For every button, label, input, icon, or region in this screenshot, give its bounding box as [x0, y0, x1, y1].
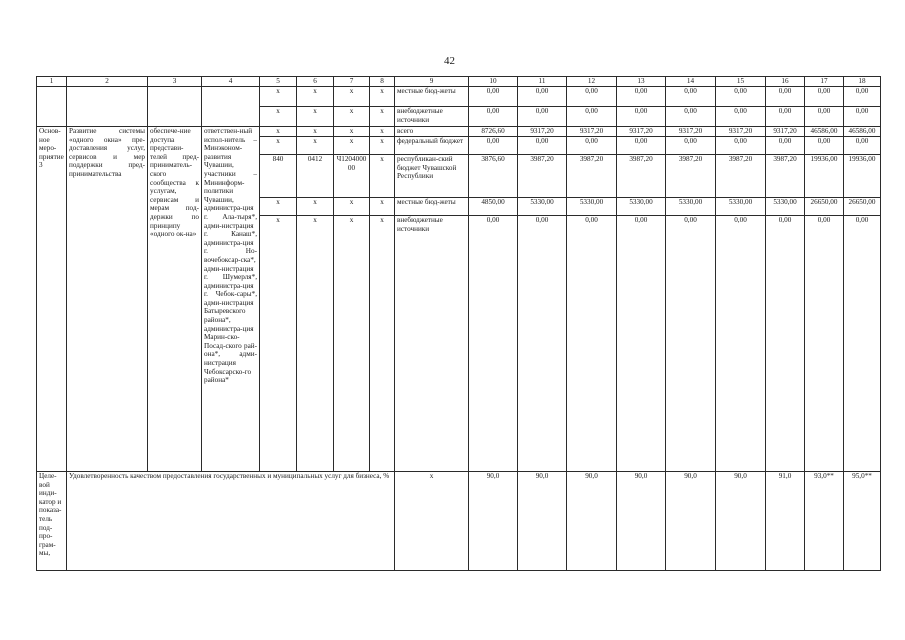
value-cell: 19936,00 [805, 155, 844, 198]
value-cell: 46586,00 [844, 127, 881, 137]
col-header: 7 [334, 77, 370, 87]
measure-label: Основ-ное меро-приятие 3 [37, 127, 67, 472]
table-cell: x [297, 198, 334, 216]
table-cell: x [395, 472, 469, 571]
value-cell: 0,00 [844, 87, 881, 107]
value-cell: 9317,20 [567, 127, 617, 137]
value-cell: 3987,20 [716, 155, 766, 198]
value-cell: 0,00 [617, 216, 666, 472]
value-cell: 0,00 [567, 137, 617, 155]
value-cell: 0,00 [805, 87, 844, 107]
table-cell: x [370, 107, 395, 127]
empty-cell [67, 87, 148, 127]
value-cell: 0,00 [666, 107, 716, 127]
table-cell: x [334, 107, 370, 127]
col-header: 18 [844, 77, 881, 87]
value-cell: 0,00 [469, 107, 518, 127]
value-cell: 0,00 [567, 107, 617, 127]
funding-source: всего [395, 127, 469, 137]
col-header: 14 [666, 77, 716, 87]
value-cell: 0,00 [666, 87, 716, 107]
value-cell: 0,00 [617, 137, 666, 155]
col-header: 10 [469, 77, 518, 87]
value-cell: 3876,60 [469, 155, 518, 198]
value-cell: 0,00 [805, 137, 844, 155]
value-cell: 0,00 [469, 87, 518, 107]
funding-source: внебюджетные источники [395, 107, 469, 127]
value-cell: 0,00 [766, 137, 805, 155]
indicator-text: Удовлетворенность качеством предоставления государственных и муниципальных услуг для бизнеса, % [67, 472, 395, 571]
col-header: 8 [370, 77, 395, 87]
table-cell: x [260, 216, 297, 472]
measure-title: Развитие системы «одного окна» пре-доставления услуг, сервисов и мер поддержки пред-принимательства [67, 127, 148, 472]
col-header: 17 [805, 77, 844, 87]
value-cell: 5330,00 [716, 198, 766, 216]
value-cell: 9317,20 [518, 127, 567, 137]
col-header: 2 [67, 77, 148, 87]
value-cell: 5330,00 [766, 198, 805, 216]
value-cell: 4850,00 [469, 198, 518, 216]
value-cell: 9317,20 [617, 127, 666, 137]
indicator-label: Целе-вой инди-катор и показа-тель под-про-грам-мы, [37, 472, 67, 571]
value-cell: 46586,00 [805, 127, 844, 137]
value-cell: 90,0 [567, 472, 617, 571]
value-cell: 8726,60 [469, 127, 518, 137]
table-cell: x [334, 137, 370, 155]
funding-source: местные бюд-жеты [395, 198, 469, 216]
col-header: 1 [37, 77, 67, 87]
empty-cell [202, 87, 260, 127]
col-header: 5 [260, 77, 297, 87]
value-cell: 9317,20 [716, 127, 766, 137]
table-cell: x [334, 127, 370, 137]
table-cell: 840 [260, 155, 297, 198]
table-cell: x [297, 216, 334, 472]
value-cell: 95,0** [844, 472, 881, 571]
value-cell: 0,00 [805, 216, 844, 472]
value-cell: 0,00 [666, 137, 716, 155]
table-cell: Ч120400000 [334, 155, 370, 198]
table-cell: x [297, 107, 334, 127]
value-cell: 26650,00 [844, 198, 881, 216]
value-cell: 0,00 [844, 216, 881, 472]
funding-source: внебюджетные источники [395, 216, 469, 472]
value-cell: 3987,20 [666, 155, 716, 198]
funding-source: федеральный бюджет [395, 137, 469, 155]
value-cell: 0,00 [617, 107, 666, 127]
table-cell: x [370, 198, 395, 216]
col-header: 11 [518, 77, 567, 87]
value-cell: 0,00 [666, 216, 716, 472]
table-cell: x [370, 137, 395, 155]
value-cell: 90,0 [469, 472, 518, 571]
col-header: 9 [395, 77, 469, 87]
table-cell: x [370, 216, 395, 472]
value-cell: 0,00 [617, 87, 666, 107]
value-cell: 19936,00 [844, 155, 881, 198]
value-cell: 0,00 [716, 137, 766, 155]
value-cell: 90,0 [518, 472, 567, 571]
table-cell: x [260, 198, 297, 216]
value-cell: 3987,20 [567, 155, 617, 198]
value-cell: 91,0 [766, 472, 805, 571]
value-cell: 0,00 [844, 107, 881, 127]
value-cell: 9317,20 [666, 127, 716, 137]
funding-source: местные бюд-жеты [395, 87, 469, 107]
value-cell: 90,0 [666, 472, 716, 571]
table-cell: x [370, 155, 395, 198]
value-cell: 0,00 [844, 137, 881, 155]
value-cell: 0,00 [766, 107, 805, 127]
value-cell: 3987,20 [518, 155, 567, 198]
col-header: 13 [617, 77, 666, 87]
value-cell: 3987,20 [766, 155, 805, 198]
value-cell: 5330,00 [617, 198, 666, 216]
table-cell: x [297, 87, 334, 107]
value-cell: 0,00 [567, 216, 617, 472]
value-cell: 90,0 [617, 472, 666, 571]
value-cell: 0,00 [469, 137, 518, 155]
value-cell: 0,00 [716, 107, 766, 127]
table-cell: x [334, 87, 370, 107]
measure-executors: ответствен-ный испол-нитель – Минэконом-развития Чувашии, участники – Мининформ-политики Чувашии, администра-ция г. Ала-тыря*, адми-нистрация г. Канаш*, администра-ция г. Но-вочебоксар-ска*, адми-нистрация г. Шумерля*, администра-ция г. Чебок-сары*, адми-нистрация Батыревского района*, администра-ция Марин-ско-Посад-ского рай-она*, адми-нистрация Чебоксарско-го района* [202, 127, 260, 472]
table-cell: x [334, 198, 370, 216]
table-cell: x [370, 87, 395, 107]
program-table [36, 76, 881, 571]
table-cell: x [260, 127, 297, 137]
value-cell: 93,0** [805, 472, 844, 571]
value-cell: 90,0 [716, 472, 766, 571]
table-cell: x [260, 137, 297, 155]
value-cell: 5330,00 [666, 198, 716, 216]
table-cell: x [297, 137, 334, 155]
value-cell: 0,00 [518, 137, 567, 155]
value-cell: 0,00 [518, 107, 567, 127]
col-header: 6 [297, 77, 334, 87]
value-cell: 3987,20 [617, 155, 666, 198]
table-cell: x [260, 107, 297, 127]
column-number-row [37, 77, 881, 87]
col-header: 16 [766, 77, 805, 87]
value-cell: 0,00 [716, 87, 766, 107]
value-cell: 9317,20 [766, 127, 805, 137]
value-cell: 0,00 [469, 216, 518, 472]
empty-cell [37, 87, 67, 127]
table-cell: x [260, 87, 297, 107]
funding-source: республикан-ский бюджет Чувашской Республики [395, 155, 469, 198]
value-cell: 0,00 [805, 107, 844, 127]
table-cell: x [297, 127, 334, 137]
col-header: 3 [148, 77, 202, 87]
table-cell: x [370, 127, 395, 137]
table-cell: 0412 [297, 155, 334, 198]
value-cell: 0,00 [766, 216, 805, 472]
col-header: 15 [716, 77, 766, 87]
table-row [37, 127, 881, 137]
value-cell: 26650,00 [805, 198, 844, 216]
value-cell: 5330,00 [567, 198, 617, 216]
value-cell: 0,00 [518, 216, 567, 472]
col-header: 4 [202, 77, 260, 87]
table-row [37, 87, 881, 107]
page-number: 42 [444, 55, 455, 67]
measure-goal: обеспече-ние доступа представи-телей пред-приниматель-ского сообщества к услугам, сервисам и мерам под-держки по принципу «одного ок-на» [148, 127, 202, 472]
empty-cell [148, 87, 202, 127]
indicator-row [37, 472, 881, 571]
value-cell: 0,00 [766, 87, 805, 107]
col-header: 12 [567, 77, 617, 87]
value-cell: 0,00 [567, 87, 617, 107]
value-cell: 0,00 [518, 87, 567, 107]
table-cell: x [334, 216, 370, 472]
value-cell: 0,00 [716, 216, 766, 472]
value-cell: 5330,00 [518, 198, 567, 216]
